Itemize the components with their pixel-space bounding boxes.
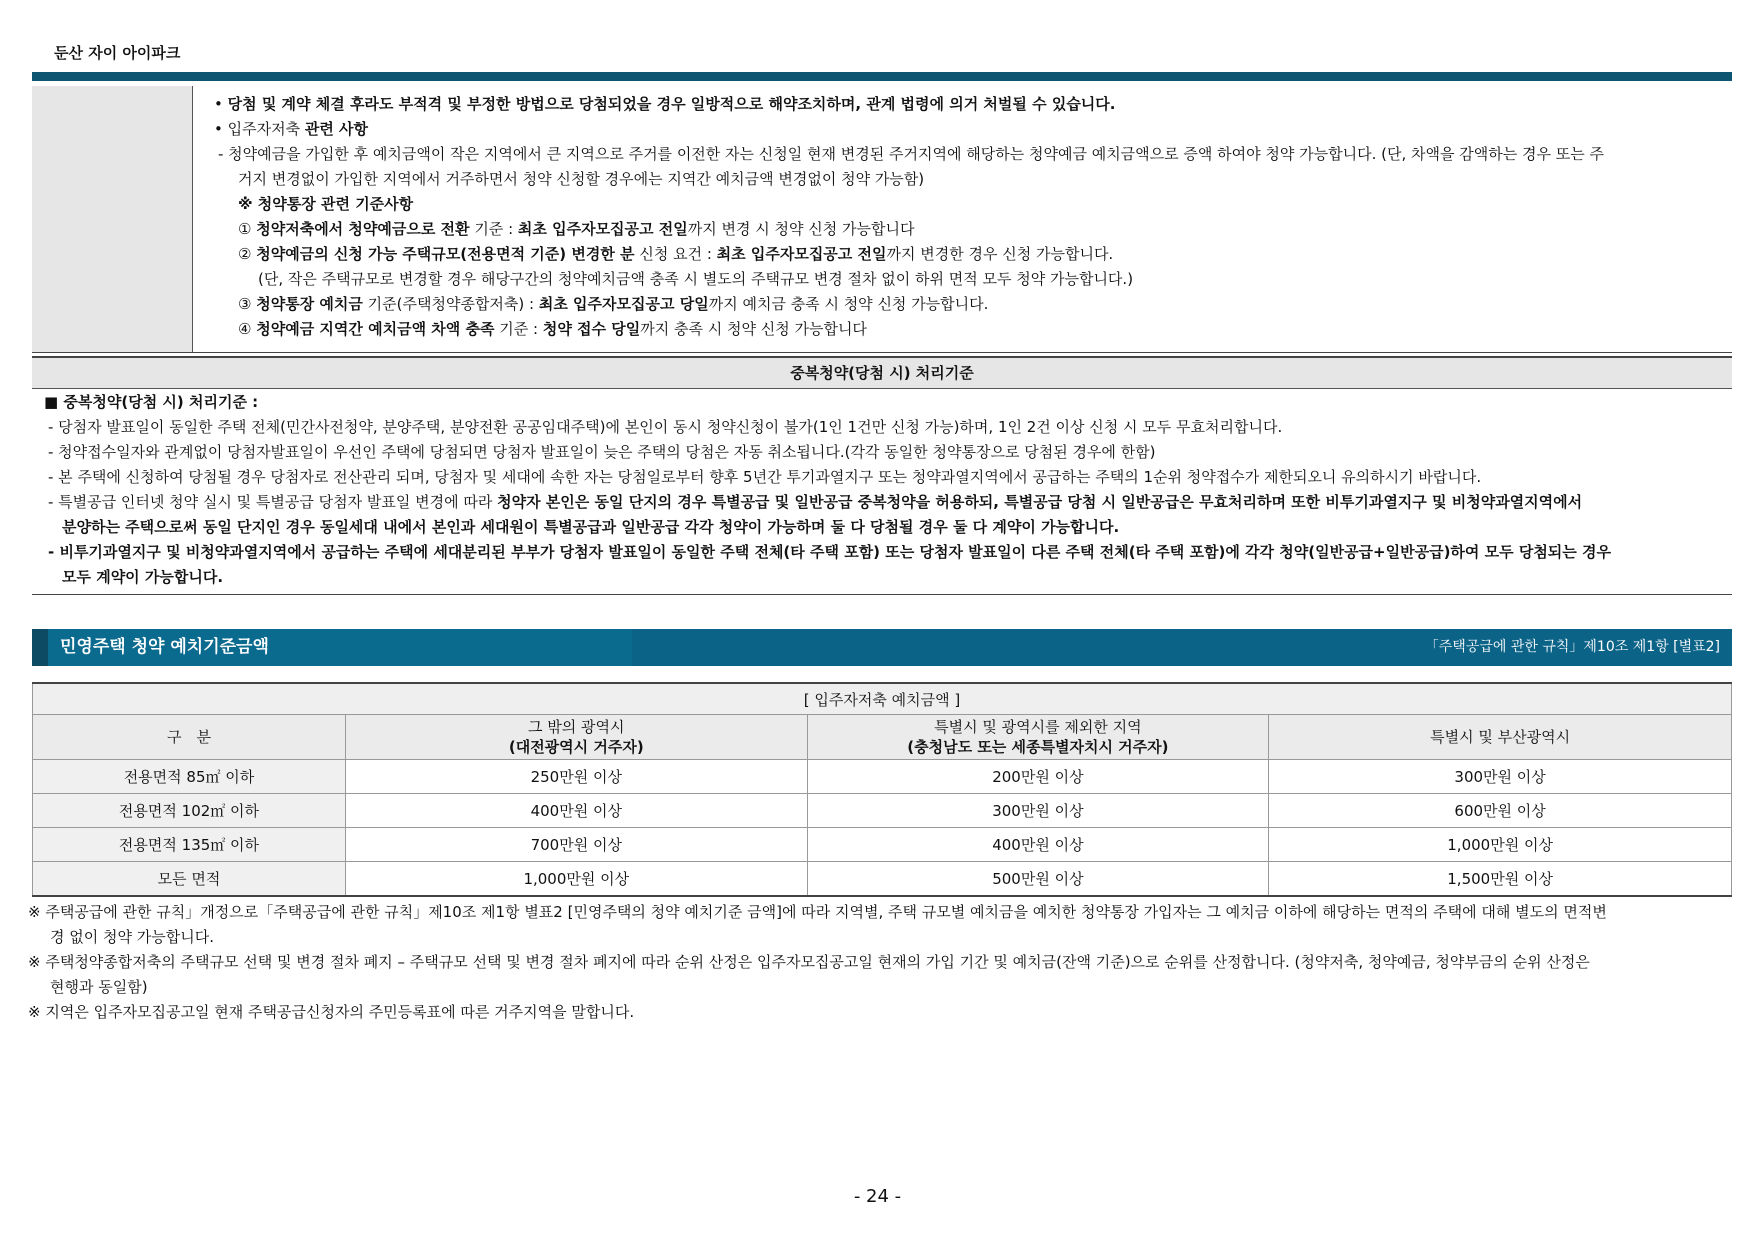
duplicate-item: - 당첨자 발표일이 동일한 주택 전체(민간사전청약, 분양주택, 분양전환 공공임대주택)에 본인이 동시 청약신청이 불가(1인 1건만 신청 가능)하며, 1인 2건 이상 신청 시 모두 무효처리합니다.	[48, 418, 1283, 436]
notes-content	[200, 92, 1725, 342]
table-row	[33, 760, 1732, 794]
note-line: 거지 변경없이 가입한 지역에서 거주하면서 청약 신청할 경우에는 지역간 예치금액 변경없이 청약 가능함)	[238, 170, 925, 188]
duplicate-subscription-body	[32, 390, 1732, 595]
duplicate-item: - 특별공급 인터넷 청약 실시 및 특별공급 당첨자 발표일 변경에 따라 청약자 본인은 동일 단지의 경우 특별공급 및 일반공급 중복청약을 허용하되, 특별공급 당첨 시 일반공급은 무효처리하며 또한 비투기과열지구 및 비청약과열지역에서	[48, 493, 1583, 511]
section-accent	[32, 629, 48, 666]
row-area: 전용면적 102㎡ 이하	[33, 794, 346, 828]
note-line: • 당첨 및 계약 체결 후라도 부적격 및 부정한 방법으로 당첨되었을 경우 일방적으로 해약조치하며, 관계 법령에 의거 처벌될 수 있습니다.	[214, 95, 1116, 113]
cell-metro: 700만원 이상	[345, 828, 807, 862]
row-area: 모든 면적	[33, 862, 346, 897]
footnote: ※ 주택청약종합저축의 주택규모 선택 및 변경 절차 폐지 – 주택규모 선택 및 변경 절차 폐지에 따라 순위 산정은 입주자모집공고일 현재의 가입 기간 및 예치금(잔액 기준)으로 순위를 산정합니다. (청약저축, 청약예금, 청약부금의 순위 산정은	[28, 953, 1590, 971]
cell-other: 200만원 이상	[807, 760, 1269, 794]
notes-label-column	[32, 86, 193, 352]
header-category: 구 분	[33, 715, 346, 760]
header-divider-bar	[32, 72, 1732, 81]
duplicate-item: - 청약접수일자와 관계없이 당첨자발표일이 우선인 주택에 당첨되면 당첨자 발표일이 늦은 주택의 당첨은 자동 취소됩니다.(각각 동일한 청약통장으로 당첨된 경우에 한함)	[48, 443, 1156, 461]
note-line: (단, 작은 주택규모로 변경할 경우 해당구간의 청약예치금액 충족 시 별도의 주택규모 변경 절차 없이 하위 면적 모두 청약 가능합니다.)	[258, 270, 1134, 288]
header-metro-city: 그 밖의 광역시 (대전광역시 거주자)	[345, 715, 807, 760]
cell-other: 300만원 이상	[807, 794, 1269, 828]
row-area: 전용면적 85㎡ 이하	[33, 760, 346, 794]
table-row	[33, 828, 1732, 862]
note-line: ③ 청약통장 예치금 기준(주택청약종합저축) : 최초 입주자모집공고 당일까지 예치금 충족 시 청약 신청 가능합니다.	[238, 295, 989, 313]
deposit-section-header	[32, 629, 1732, 666]
section-title: 민영주택 청약 예치기준금액	[60, 637, 269, 657]
page-number: - 24 -	[853, 1186, 902, 1207]
footnote-continued: 경 없이 청약 가능합니다.	[50, 928, 214, 946]
header-special-city: 특별시 및 부산광역시	[1269, 715, 1732, 760]
row-area: 전용면적 135㎡ 이하	[33, 828, 346, 862]
duplicate-item-continued: 분양하는 주택으로써 동일 단지인 경우 동일세대 내에서 본인과 세대원이 특별공급과 일반공급 각각 청약이 가능하며 둘 다 당첨될 경우 둘 다 계약이 가능합니다.	[62, 518, 1120, 536]
cell-metro: 1,000만원 이상	[345, 862, 807, 897]
note-line: - 청약예금을 가입한 후 예치금액이 작은 지역에서 큰 지역으로 주거를 이전한 자는 신청일 현재 변경된 주거지역에 해당하는 청약예금 예치금액으로 증액 하여야 청약 가능합니다. (단, 차액을 감액하는 경우 또는 주	[218, 145, 1604, 163]
note-line: ② 청약예금의 신청 가능 주택규모(전용면적 기준) 변경한 분 신청 요건 : 최초 입주자모집공고 전일까지 변경한 경우 신청 가능합니다.	[238, 245, 1114, 263]
duplicate-item: - 비투기과열지구 및 비청약과열지역에서 공급하는 주택에 세대분리된 부부가 당첨자 발표일이 동일한 주택 전체(타 주택 포함) 또는 당첨자 발표일이 다른 주택 전체(타 주택 포함)에 각각 청약(일반공급+일반공급)하여 모두 당첨되는 경우	[48, 543, 1611, 561]
cell-other: 400만원 이상	[807, 828, 1269, 862]
document-header-title: 둔산 자이 아이파크	[54, 44, 181, 62]
footnote: ※ 지역은 입주자모집공고일 현재 주택공급신청자의 주민등록표에 따른 거주지역을 말합니다.	[28, 1003, 635, 1021]
duplicate-item-continued: 모두 계약이 가능합니다.	[62, 568, 224, 586]
table-caption: [ 입주자저축 예치금액 ]	[33, 683, 1732, 715]
duplicate-item: - 본 주택에 신청하여 당첨될 경우 당첨자로 전산관리 되며, 당첨자 및 세대에 속한 자는 당첨일로부터 향후 5년간 투기과열지구 또는 청약과열지역에서 공급하는 주택의 1순위 청약접수가 제한되오니 유의하시기 바랍니다.	[48, 468, 1482, 486]
footnotes	[28, 900, 1738, 1025]
cell-metro: 400만원 이상	[345, 794, 807, 828]
cell-other: 500만원 이상	[807, 862, 1269, 897]
cell-special: 600만원 이상	[1269, 794, 1732, 828]
duplicate-subscription-title: 중복청약(당첨 시) 처리기준	[32, 356, 1732, 389]
cell-special: 1,000만원 이상	[1269, 828, 1732, 862]
subscription-notes-block	[32, 86, 1732, 353]
footnote-continued: 현행과 동일함)	[50, 978, 148, 996]
cell-metro: 250만원 이상	[345, 760, 807, 794]
header-other-region: 특별시 및 광역시를 제외한 지역 (충청남도 또는 세종특별자치시 거주자)	[807, 715, 1269, 760]
section-reference: 「주택공급에 관한 규칙」제10조 제1항 [별표2]	[1424, 639, 1720, 655]
note-line: ④ 청약예금 지역간 예치금액 차액 충족 기준 : 청약 접수 당일까지 충족 시 청약 신청 가능합니다	[238, 320, 867, 338]
cell-special: 300만원 이상	[1269, 760, 1732, 794]
note-line: • 입주자저축 관련 사항	[214, 120, 369, 138]
table-row	[33, 862, 1732, 897]
duplicate-heading: ■ 중복청약(당첨 시) 처리기준 :	[44, 393, 259, 411]
footnote: ※ 주택공급에 관한 규칙」개정으로「주택공급에 관한 규칙」제10조 제1항 별표2 [민영주택의 청약 예치기준 금액]에 따라 지역별, 주택 규모별 예치금을 예치한 청약통장 가입자는 그 예치금 이하에 해당하는 면적의 주택에 대해 별도의 면적변	[28, 903, 1607, 921]
deposit-amount-table	[32, 682, 1732, 897]
note-line: ① 청약저축에서 청약예금으로 전환 기준 : 최초 입주자모집공고 전일까지 변경 시 청약 신청 가능합니다	[238, 220, 915, 238]
table-row	[33, 794, 1732, 828]
note-subheading: ※ 청약통장 관련 기준사항	[238, 195, 414, 213]
cell-special: 1,500만원 이상	[1269, 862, 1732, 897]
